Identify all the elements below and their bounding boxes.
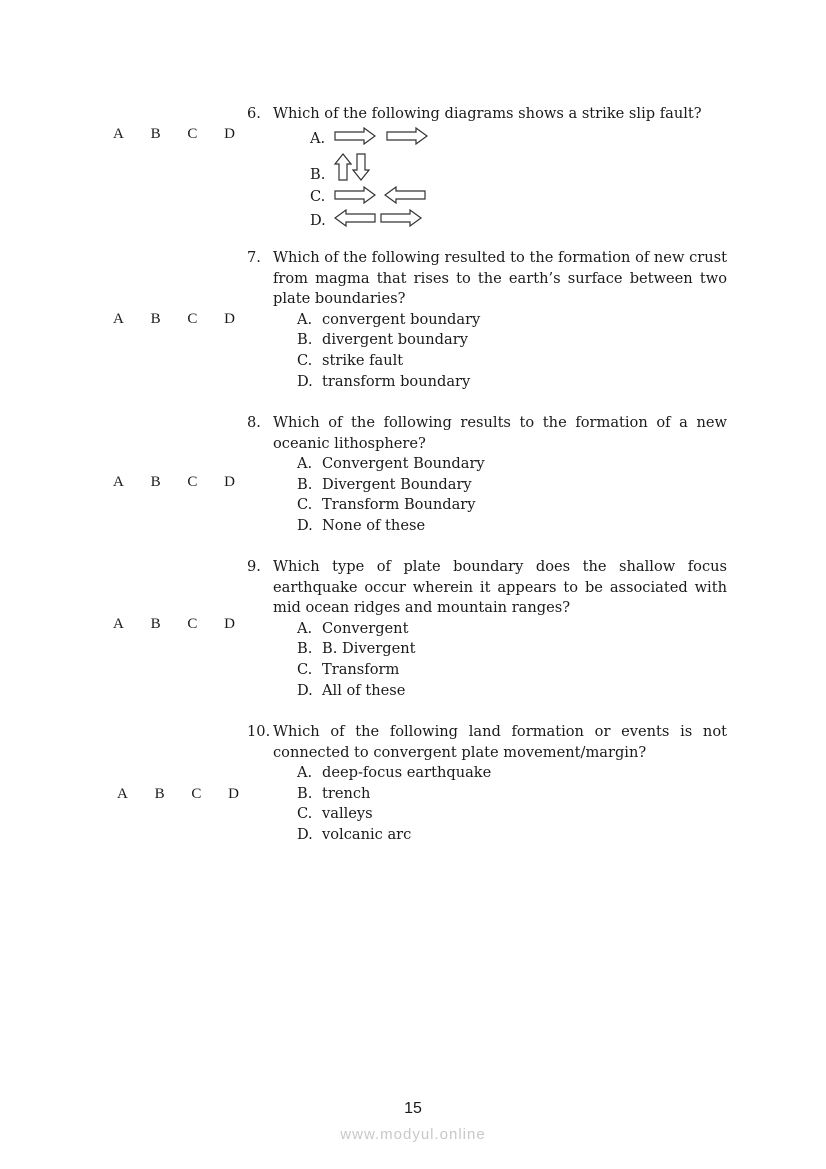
options-list	[297, 619, 727, 701]
arrow-right-icon	[334, 186, 376, 204]
options-list	[297, 454, 727, 536]
option-b[interactable]: B. B. Divergent	[297, 640, 416, 658]
question-10	[247, 722, 727, 846]
option-a[interactable]: A. convergent boundary	[297, 310, 481, 328]
option-b[interactable]: B. trench	[297, 784, 371, 802]
diagram-option-a	[310, 124, 428, 147]
question-text: Which of the following land formation or events is not connected to convergent plate movement/margin?	[273, 723, 727, 761]
answer-choices-q7	[113, 311, 235, 328]
question-number: 8.	[247, 414, 261, 431]
answer-letter[interactable]: D	[224, 616, 235, 632]
option-a[interactable]: A. deep-focus earthquake	[297, 764, 492, 782]
answer-letter[interactable]: A	[113, 616, 124, 632]
option-letter: A.	[310, 130, 326, 147]
answer-choices-q8	[113, 474, 235, 491]
question-text: Which type of plate boundary does the shallow focus earthquake occur wherein it appears to be associated with mid ocean ridges and mountain ranges?	[273, 558, 727, 617]
option-letter: B.	[310, 166, 326, 183]
arrow-right-icon	[380, 209, 422, 227]
diagram-option-b	[310, 150, 370, 183]
question-7	[247, 248, 727, 392]
diagram-option-d	[310, 206, 422, 229]
option-d[interactable]: D. volcanic arc	[297, 825, 412, 843]
answer-choices-q10	[117, 786, 239, 803]
option-a[interactable]: A. Convergent	[297, 619, 409, 637]
answer-letter[interactable]: C	[187, 126, 198, 142]
question-text: Which of the following results to the formation of a new oceanic lithosphere?	[273, 414, 727, 452]
option-b[interactable]: B. divergent boundary	[297, 331, 468, 349]
arrow-left-icon	[334, 209, 376, 227]
option-c[interactable]: C. Transform Boundary	[297, 496, 476, 514]
question-text: Which of the following diagrams shows a strike slip fault?	[273, 105, 702, 122]
answer-letter[interactable]: C	[187, 311, 198, 327]
answer-letter[interactable]: B	[150, 616, 161, 632]
question-number: 7.	[247, 249, 261, 266]
option-b[interactable]: B. Divergent Boundary	[297, 475, 472, 493]
options-list	[297, 310, 727, 392]
arrow-left-icon	[384, 186, 426, 204]
diagram-option-c	[310, 184, 426, 205]
answer-letter[interactable]: C	[191, 786, 202, 802]
option-c[interactable]: C. valleys	[297, 805, 373, 823]
option-c[interactable]: C. strike fault	[297, 351, 404, 369]
answer-letter[interactable]: A	[113, 311, 124, 327]
arrow-right-icon	[386, 127, 428, 145]
answer-letter[interactable]: D	[224, 126, 235, 142]
option-d[interactable]: D. All of these	[297, 681, 406, 699]
question-number: 9.	[247, 558, 261, 575]
question-8	[247, 413, 727, 537]
strike-slip-diagram-options	[310, 124, 450, 234]
answer-letter[interactable]: A	[113, 474, 124, 490]
question-number: 6.	[247, 105, 261, 122]
answer-letter[interactable]: B	[150, 474, 161, 490]
question-number: 10.	[247, 723, 271, 740]
option-letter: C.	[310, 188, 326, 205]
answer-letter[interactable]: A	[117, 786, 128, 802]
answer-letter[interactable]: C	[187, 474, 198, 490]
question-6	[247, 104, 727, 125]
question-text: Which of the following resulted to the formation of new crust from magma that rises to the earth’s surface between two plate boundaries?	[273, 249, 727, 308]
arrow-right-icon	[334, 127, 376, 145]
option-d[interactable]: D. None of these	[297, 516, 426, 534]
page-number: 15	[404, 1100, 422, 1117]
option-d[interactable]: D. transform boundary	[297, 372, 471, 390]
question-9	[247, 557, 727, 701]
answer-letter[interactable]: D	[224, 311, 235, 327]
option-letter: D.	[310, 212, 326, 229]
arrow-down-icon	[352, 153, 370, 181]
answer-letter[interactable]: D	[228, 786, 239, 802]
answer-letter[interactable]: B	[150, 311, 161, 327]
option-a[interactable]: A. Convergent Boundary	[297, 455, 485, 473]
answer-letter[interactable]: A	[113, 126, 124, 142]
option-c[interactable]: C. Transform	[297, 660, 400, 678]
options-list	[297, 763, 727, 845]
answer-choices-q6	[113, 126, 235, 143]
answer-letter[interactable]: D	[224, 474, 235, 490]
answer-letter[interactable]: B	[154, 786, 165, 802]
answer-letter[interactable]: B	[150, 126, 161, 142]
answer-letter[interactable]: C	[187, 616, 198, 632]
watermark: www.modyul.online	[340, 1126, 486, 1143]
arrow-up-icon	[334, 153, 352, 181]
answer-choices-q9	[113, 616, 235, 633]
